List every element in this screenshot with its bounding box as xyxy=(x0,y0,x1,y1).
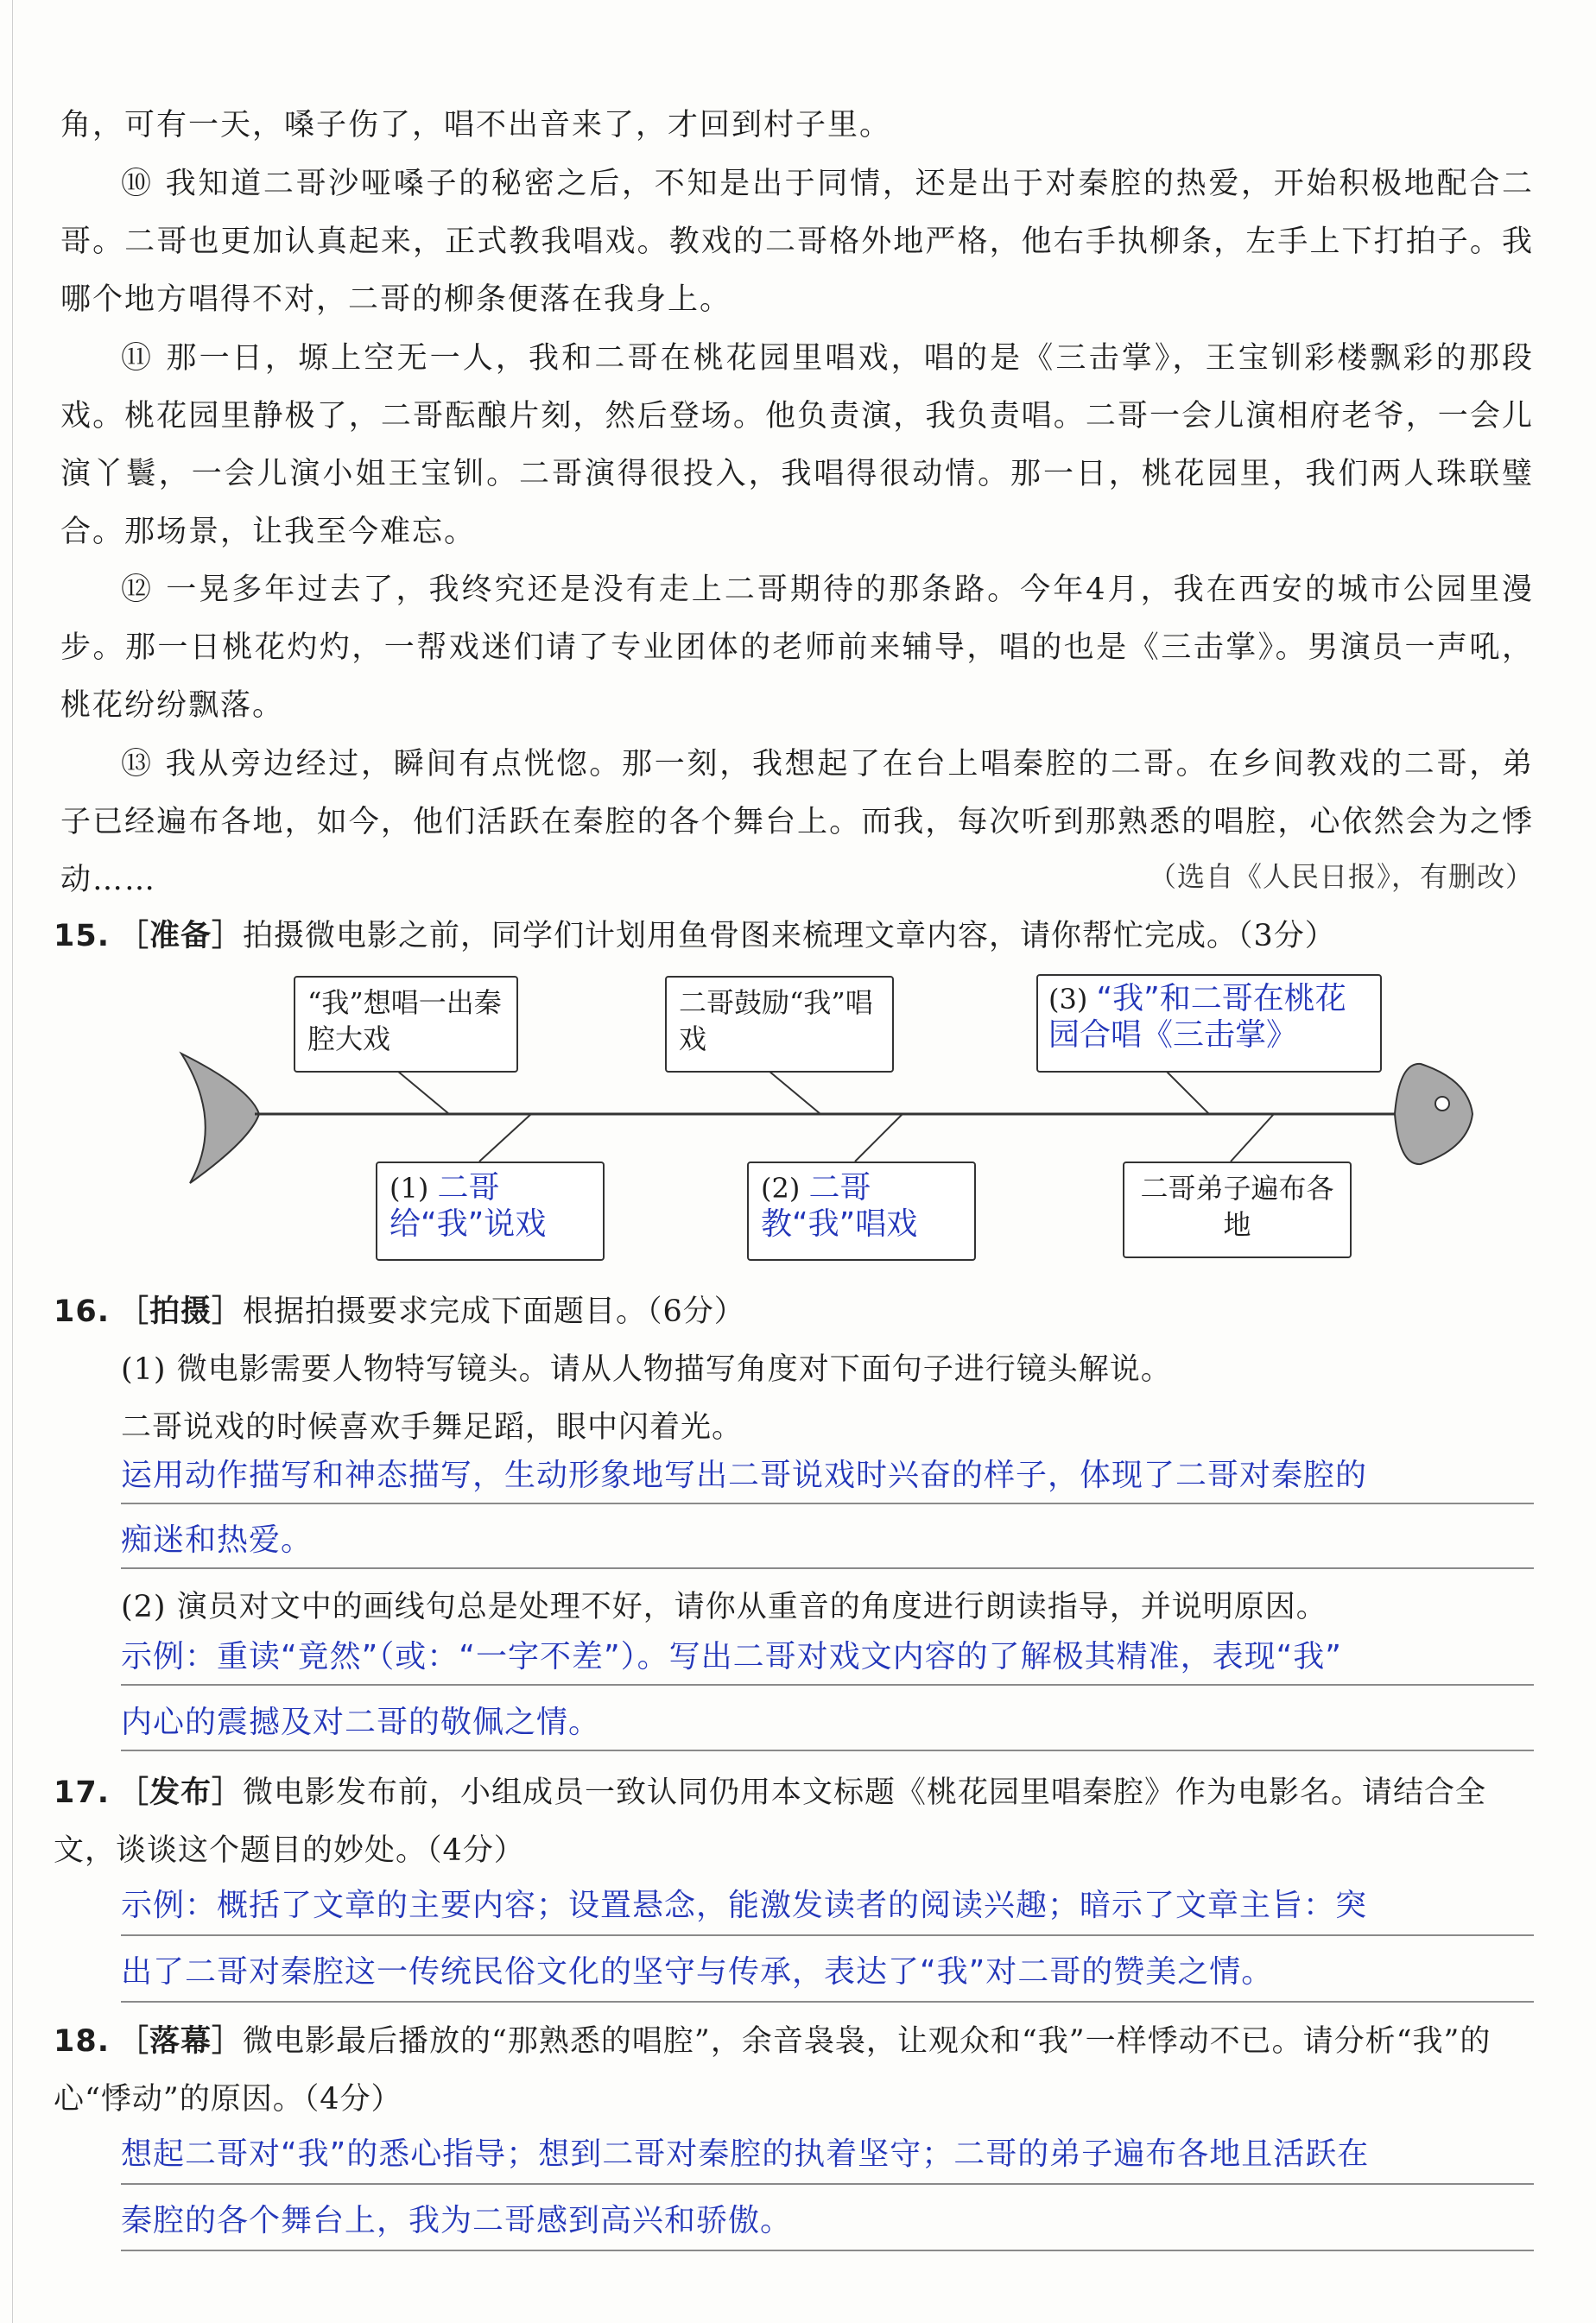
answer-line xyxy=(121,2001,1534,2003)
fish-box-label: (2) xyxy=(761,1172,801,1205)
answer-18-line-2[interactable]: 秦腔的各个舞台上，我为二哥感到高兴和骄傲。 xyxy=(121,2203,793,2238)
answer-16-1-line-1[interactable]: 运用动作描写和神态描写，生动形象地写出二哥说戏时兴奋的样子，体现了二哥对秦腔的 xyxy=(121,1458,1368,1493)
fish-tail xyxy=(181,1054,259,1183)
fish-box-label: (1) xyxy=(390,1172,429,1205)
fish-box-top-3 xyxy=(1036,974,1382,1073)
answer-line xyxy=(121,1684,1534,1686)
passage-source: （选自《人民日报》，有删改） xyxy=(1148,860,1534,893)
question-16-part-1: (1) 微电影需要人物特写镜头。请从人物描写角度对下面句子进行镜头解说。 xyxy=(121,1352,1172,1387)
fish-box-answer: 二哥教“我”唱戏 xyxy=(761,1170,918,1242)
fish-box-label: (3) xyxy=(1048,983,1088,1016)
question-text: 拍摄微电影之前，同学们计划用鱼骨图来梳理文章内容，请你帮忙完成。（3分） xyxy=(243,919,1336,953)
fish-head xyxy=(1395,1064,1472,1164)
question-tag: ［拍摄］ xyxy=(118,1294,244,1329)
fish-eye xyxy=(1435,1097,1449,1111)
question-16-part-2: (2) 演员对文中的画线句总是处理不好，请你从重音的角度进行朗读指导，并说明原因。 xyxy=(121,1590,1327,1624)
bone-bottom-2 xyxy=(855,1114,902,1162)
question-tag: ［准备］ xyxy=(118,918,244,953)
fish-box-bottom-1 xyxy=(376,1162,605,1261)
passage-paragraph-11: ⑪ 那一日，塬上空无一人，我和二哥在桃花园里唱戏，唱的是《三击掌》，王宝钏彩楼飘彩的那段戏。桃花园里静极了，二哥酝酿片刻，然后登场。他负责演，我负责唱。二哥一会儿演相府老爷，一会儿演丫鬟，一会儿演小姐王宝钏。二哥演得很投入，我唱得很动情。那一日，桃花园里，我们两人珠联璧合。那场景，让我至今难忘。 xyxy=(60,341,1534,549)
question-17 xyxy=(54,1763,1534,1880)
bone-bottom-1 xyxy=(479,1114,531,1162)
bone-top-2 xyxy=(769,1071,820,1114)
question-16 xyxy=(54,1282,1534,1341)
fish-box-bottom-3: 二哥弟子遍布各地 xyxy=(1123,1162,1352,1258)
question-15 xyxy=(54,907,1534,965)
fish-box-top-2: 二哥鼓励“我”唱戏 xyxy=(665,976,894,1073)
answer-line xyxy=(121,1934,1534,1936)
fishbone-diagram xyxy=(173,967,1485,1278)
fish-box-answer: 二哥给“我”说戏 xyxy=(390,1170,547,1242)
question-text: 根据拍摄要求完成下面题目。（6分） xyxy=(243,1294,745,1329)
bone-top-3 xyxy=(1166,1071,1209,1114)
question-18 xyxy=(54,2012,1534,2129)
answer-17-line-2[interactable]: 出了二哥对秦腔这一传统民俗文化的坚守与传承，表达了“我”对二哥的赞美之情。 xyxy=(121,1954,1274,1990)
question-tag: ［落幕］ xyxy=(118,2023,244,2059)
question-number: 15. xyxy=(54,919,111,953)
passage-paragraph-10: ⑩ 我知道二哥沙哑嗓子的秘密之后，不知是出于同情，还是出于对秦腔的热爱，开始积极地配合二哥。二哥也更加认真起来，正式教我唱戏。教戏的二哥格外地严格，他右手执柳条，左手上下打拍子。我哪个地方唱得不对，二哥的柳条便落在我身上。 xyxy=(60,167,1534,317)
fish-box-bottom-2 xyxy=(747,1162,976,1261)
answer-line xyxy=(121,1503,1534,1504)
answer-16-1-line-2[interactable]: 痴迷和热爱。 xyxy=(121,1522,314,1558)
answer-16-2-line-2[interactable]: 内心的震撼及对二哥的敬佩之情。 xyxy=(121,1705,601,1740)
passage-paragraph-12: ⑫ 一晃多年过去了，我终究还是没有走上二哥期待的那条路。今年4月，我在西安的城市公园里漫步。那一日桃花灼灼，一帮戏迷们请了专业团体的老师前来辅导，唱的也是《三击掌》。男演员一声吼，桃花纷纷飘落。 xyxy=(60,573,1534,723)
question-text: 微电影最后播放的“那熟悉的唱腔”，余音袅袅，让观众和“我”一样悸动不已。请分析“我”的心“悸动”的原因。（4分） xyxy=(54,2024,1492,2117)
passage-paragraph-13: ⑬ 我从旁边经过，瞬间有点恍惚。那一刻，我想起了在台上唱秦腔的二哥。在乡间教戏的二哥，弟子已经遍布各地，如今，他们活跃在秦腔的各个舞台上。而我，每次听到那熟悉的唱腔，心依然会为之悸动…… xyxy=(60,747,1534,897)
bone-bottom-3 xyxy=(1231,1114,1274,1162)
question-text: 微电影发布前，小组成员一致认同仍用本文标题《桃花园里唱秦腔》作为电影名。请结合全文，谈谈这个题目的妙处。（4分） xyxy=(54,1775,1487,1868)
bone-top-1 xyxy=(397,1071,449,1114)
answer-18-line-1[interactable]: 想起二哥对“我”的悉心指导；想到二哥对秦腔的执着坚守；二哥的弟子遍布各地且活跃在 xyxy=(121,2136,1370,2172)
answer-17-line-1[interactable]: 示例：概括了文章的主要内容；设置悬念，能激发读者的阅读兴趣；暗示了文章主旨：突 xyxy=(121,1888,1368,1923)
fish-box-top-1: “我”想唱一出秦腔大戏 xyxy=(294,976,518,1073)
answer-16-2-line-1[interactable]: 示例：重读“竟然”（或：“一字不差”）。写出二哥对戏文内容的了解极其精准，表现“我” xyxy=(121,1639,1342,1674)
question-number: 16. xyxy=(54,1294,111,1329)
question-16-quote: 二哥说戏的时候喜欢手舞足蹈，眼中闪着光。 xyxy=(121,1410,744,1445)
answer-line xyxy=(121,1567,1534,1569)
fish-box-answer: “我”和二哥在桃花园合唱《三击掌》 xyxy=(1048,981,1346,1053)
margin-line xyxy=(12,0,13,2323)
answer-line xyxy=(121,2250,1534,2251)
answer-line xyxy=(121,1750,1534,1751)
question-number: 18. xyxy=(54,2024,111,2059)
passage-paragraph-1: 角，可有一天，嗓子伤了，唱不出音来了，才回到村子里。 xyxy=(60,108,892,142)
question-number: 17. xyxy=(54,1775,111,1810)
answer-line xyxy=(121,2183,1534,2185)
question-tag: ［发布］ xyxy=(118,1775,244,1810)
